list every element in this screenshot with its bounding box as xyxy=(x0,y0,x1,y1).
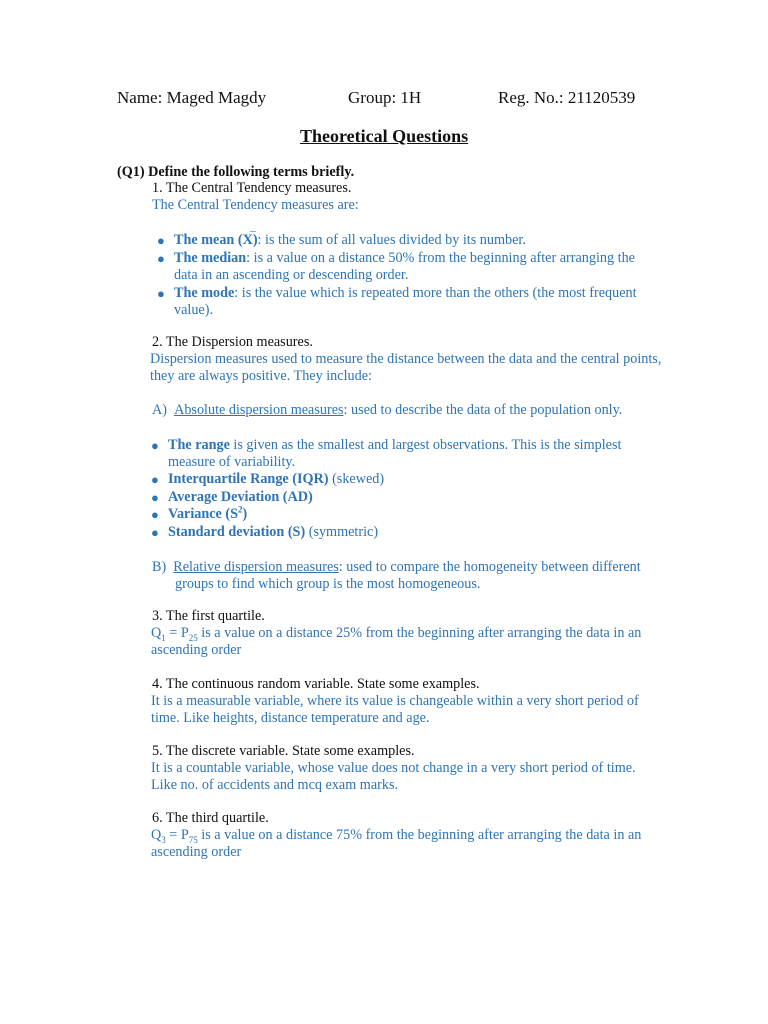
question-2: 2. The Dispersion measures. xyxy=(152,334,313,350)
answer-4-cont: time. Like heights, distance temperature and age. xyxy=(151,710,430,726)
student-name: Name: Maged Magdy xyxy=(117,88,267,107)
registration-number: Reg. No.: 21120539 xyxy=(498,88,636,107)
mean-bar-symbol: _ xyxy=(250,219,256,233)
part-b-cont: groups to find which group is the most homogeneous. xyxy=(175,576,481,592)
list-item: ● The mode: is the value which is repeated more than the others (the most frequent value). xyxy=(157,285,637,318)
list-item: ● Variance $(S^2)$ xyxy=(151,504,248,522)
answer-6: $Q_3 = P_{75}$ is a value on a distance 75% from the beginning after arranging the data in an xyxy=(151,827,642,845)
question-3: 3. The first quartile. xyxy=(152,608,265,624)
question-5: 5. The discrete variable. State some examples. xyxy=(152,743,415,759)
bullet-term: The mean (X) xyxy=(174,232,258,248)
q1-heading: (Q1) Define the following terms briefly. xyxy=(117,164,355,180)
answer-6-cont: ascending order xyxy=(151,844,242,860)
bullet-icon: ● xyxy=(151,525,159,540)
student-group: Group: 1H xyxy=(348,88,422,107)
list-item: ● The median: is a value on a distance 50% from the beginning after arranging the data in an ascending or descending order. xyxy=(157,250,635,283)
list-item: ● The mean (X): is the sum of all values divided by its number. xyxy=(157,232,526,248)
answer-5-cont: Like no. of accidents and mcq exam marks. xyxy=(151,777,399,793)
bullet-icon: ● xyxy=(157,251,165,266)
list-item: ● Standard deviation (S) (symmetric) xyxy=(151,524,379,540)
question-6: 6. The third quartile. xyxy=(152,810,269,826)
list-item: ● The range is given as the smallest and largest observations. This is the simplest measure of variability. xyxy=(151,437,622,470)
answer-2-intro-cont: they are always positive. They include: xyxy=(150,368,372,384)
page-title: Theoretical Questions xyxy=(300,126,469,146)
answer-4: It is a measurable variable, where its value is changeable within a very short period of xyxy=(151,693,639,709)
bullet-icon: ● xyxy=(151,507,159,522)
answer-2-intro: Dispersion measures used to measure the distance between the data and the central points, xyxy=(150,351,662,367)
bullet-icon: ● xyxy=(157,233,165,248)
bullet-icon: ● xyxy=(151,438,159,453)
bullet-icon: ● xyxy=(151,472,159,487)
answer-3: $Q_1 = P_{25}$ is a value on a distance 25% from the beginning after arranging the data in an xyxy=(151,625,642,643)
question-4: 4. The continuous random variable. State some examples. xyxy=(152,676,480,692)
bullet-icon: ● xyxy=(151,490,159,505)
answer-3-cont: ascending order xyxy=(151,642,242,658)
question-1: 1. The Central Tendency measures. xyxy=(152,180,352,196)
list-item: ● Average Deviation (AD) xyxy=(151,489,313,505)
bullet-icon: ● xyxy=(157,286,165,301)
list-item: ● Interquartile Range (IQR) (skewed) xyxy=(151,471,385,487)
part-b: B) Relative dispersion measures: used to compare the homogeneity between different xyxy=(152,559,641,575)
part-a: A) Absolute dispersion measures: used to describe the data of the population only. xyxy=(152,402,623,418)
answer-1-intro: The Central Tendency measures are: xyxy=(152,197,359,213)
answer-5: It is a countable variable, whose value does not change in a very short period of time. xyxy=(151,760,636,776)
